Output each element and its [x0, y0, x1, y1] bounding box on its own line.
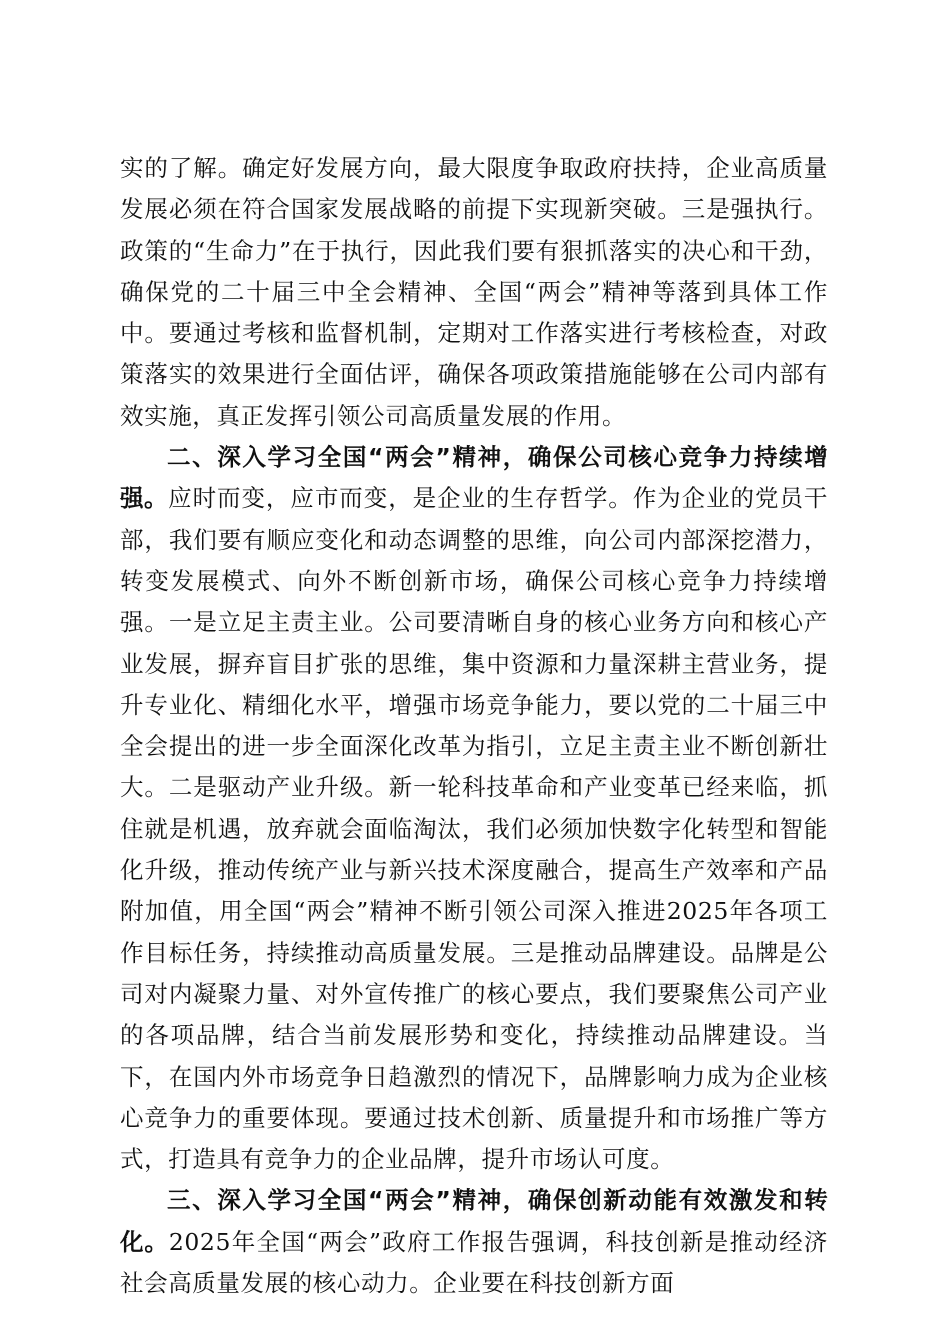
document-page — [120, 148, 828, 1304]
paragraph-body: 应时而变，应市而变，是企业的生存哲学。作为企业的党员干部，我们要有顺应变化和动态调整的思维，向公司内部深挖潜力，转变发展模式、向外不断创新市场，确保公司核心竞争力持续增强。一是立足主责主业。公司要清晰自身的核心业务方向和核心产业发展，摒弃盲目扩张的思维，集中资源和力量深耕主营业务，提升专业化、精细化水平，增强市场竞争能力，要以党的二十届三中全会提出的进一步全面深化改革为指引，立足主责主业不断创新壮大。二是驱动产业升级。新一轮科技革命和产业变革已经来临，抓住就是机遇，放弃就会面临淘汰，我们必须加快数字化转型和智能化升级，推动传统产业与新兴技术深度融合，提高生产效率和产品附加值，用全国“两会”精神不断引领公司深入推进2025年各项工作目标任务，持续推动高质量发展。三是推动品牌建设。品牌是公司对内凝聚力量、对外宣传推广的核心要点，我们要聚焦公司产业的各项品牌，结合当前发展形势和变化，持续推动品牌建设。当下，在国内外市场竞争日趋激烈的情况下，品牌影响力成为企业核心竞争力的重要体现。要通过技术创新、质量提升和市场推广等方式，打造具有竞争力的企业品牌，提升市场认可度。 — [120, 484, 828, 1174]
paragraph-section-two — [120, 437, 828, 1180]
paragraph-body: 2025年全国“两会”政府工作报告强调，科技创新是推动经济社会高质量发展的核心动力。企业要在科技创新方面 — [120, 1227, 829, 1298]
section-heading: 二、深入学习全国“两会”精神，确保公司核心竞争力持续增强。 — [120, 443, 828, 513]
section-heading: 三、深入学习全国“两会”精神，确保创新动能有效激发和转化。 — [120, 1186, 828, 1256]
paragraph-body: 实的了解。确定好发展方向，最大限度争取政府扶持，企业高质量发展必须在符合国家发展战略的前提下实现新突破。三是强执行。政策的“生命力”在于执行，因此我们要有狠抓落实的决心和干劲，确保党的二十届三中全会精神、全国“两会”精神等落到具体工作中。要通过考核和监督机制，定期对工作落实进行考核检查，对政策落实的效果进行全面估评，确保各项政策措施能够在公司内部有效实施，真正发挥引领公司高质量发展的作用。 — [120, 154, 828, 430]
paragraph-section-three — [120, 1180, 828, 1304]
paragraph-continuation — [120, 148, 828, 437]
